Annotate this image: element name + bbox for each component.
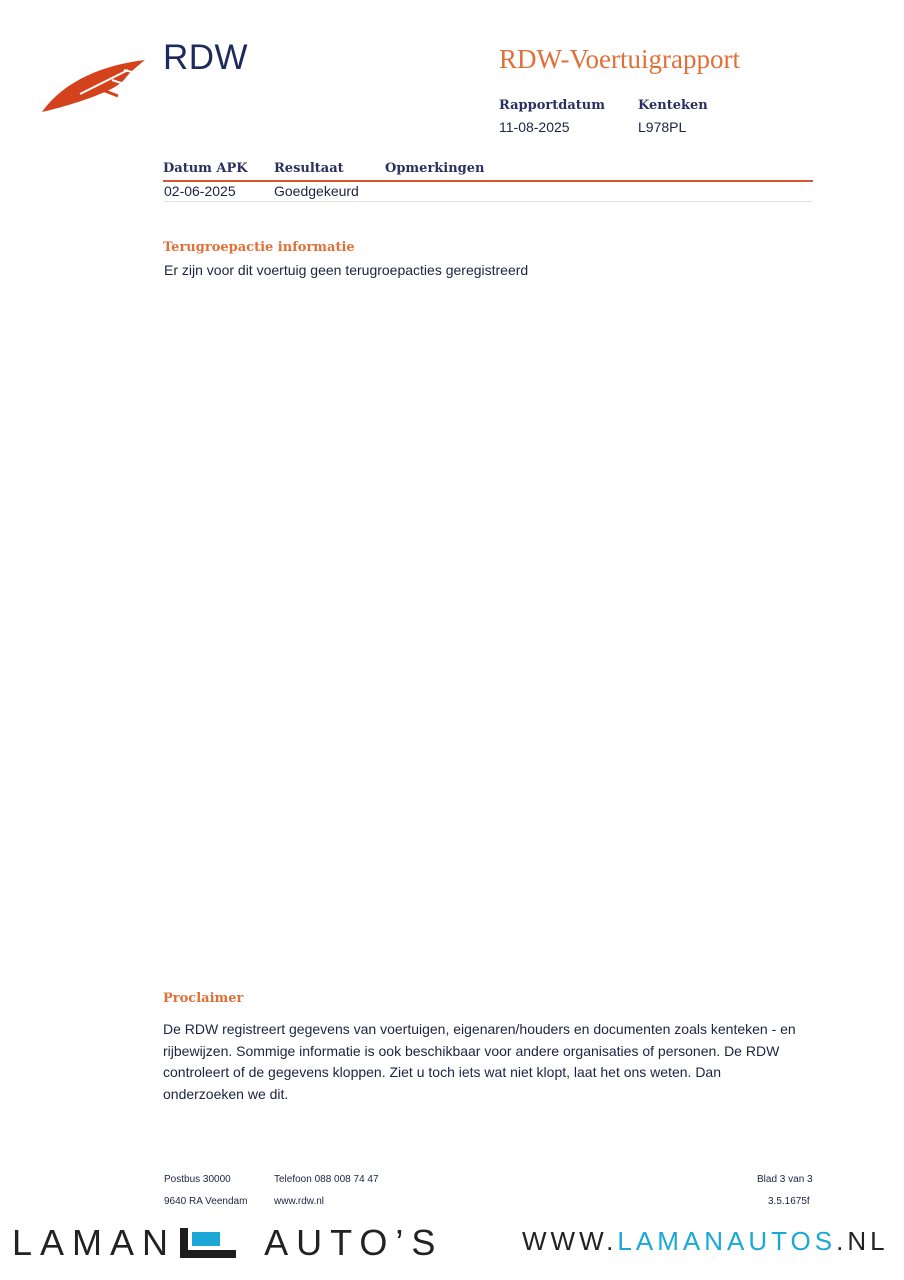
footer-second-line (0, 1190, 904, 1204)
apk-row-divider (163, 201, 813, 202)
url-suffix: .NL (836, 1226, 889, 1256)
laman-logo-mark-icon (180, 1228, 236, 1258)
apk-col-result: Resultaat (274, 161, 344, 176)
proclaimer-title: Proclaimer (163, 991, 244, 1006)
url-accent: LAMANAUTOS (617, 1226, 837, 1256)
report-title: RDW-Voertuigrapport (499, 44, 740, 74)
apk-header-rule (163, 180, 813, 182)
report-date-value: 11-08-2025 (499, 119, 570, 135)
footer-website[interactable]: www.rdw.nl (274, 1196, 325, 1204)
report-date-label: Rapportdatum (499, 98, 605, 113)
recall-title: Terugroepactie informatie (163, 240, 355, 255)
footer-address-line2: 9640 RA Veendam (164, 1196, 248, 1204)
apk-row-result: Goedgekeurd (274, 183, 359, 199)
laman-website-url[interactable] (522, 1226, 889, 1257)
footer-page-number: Blad 3 van 3 (757, 1174, 813, 1185)
proclaimer-text: De RDW registreert gegevens van voertuigen, eigenaren/houders en documenten zoals kenteken - en rijbewijzen. Sommige informatie is ook beschikbaar voor andere organisaties of personen. De RDW controleert of de gegevens kloppen. Ziet u toch iets wat niet klopt, laat het ons weten. Dan onderzoeken we dit. (163, 1021, 796, 1102)
rdw-feather-logo-icon (40, 56, 150, 116)
plate-label: Kenteken (638, 98, 708, 113)
footer-code: 3.5.1675f (768, 1196, 810, 1204)
brand-name: RDW (163, 38, 249, 77)
recall-text: Er zijn voor dit voertuig geen terugroepacties geregistreerd (164, 262, 529, 278)
laman-wordmark-part1: LAMAN (12, 1222, 177, 1263)
footer-phone: Telefoon 088 008 74 47 (274, 1174, 379, 1185)
footer-address-line1: Postbus 30000 (164, 1174, 231, 1185)
url-prefix: WWW. (522, 1226, 618, 1256)
apk-row-date: 02-06-2025 (164, 183, 236, 199)
apk-col-remarks: Opmerkingen (385, 161, 485, 176)
laman-wordmark-part2: AUTO’S (264, 1222, 444, 1263)
apk-col-date: Datum APK (163, 161, 248, 176)
plate-value: L978PL (638, 119, 687, 135)
